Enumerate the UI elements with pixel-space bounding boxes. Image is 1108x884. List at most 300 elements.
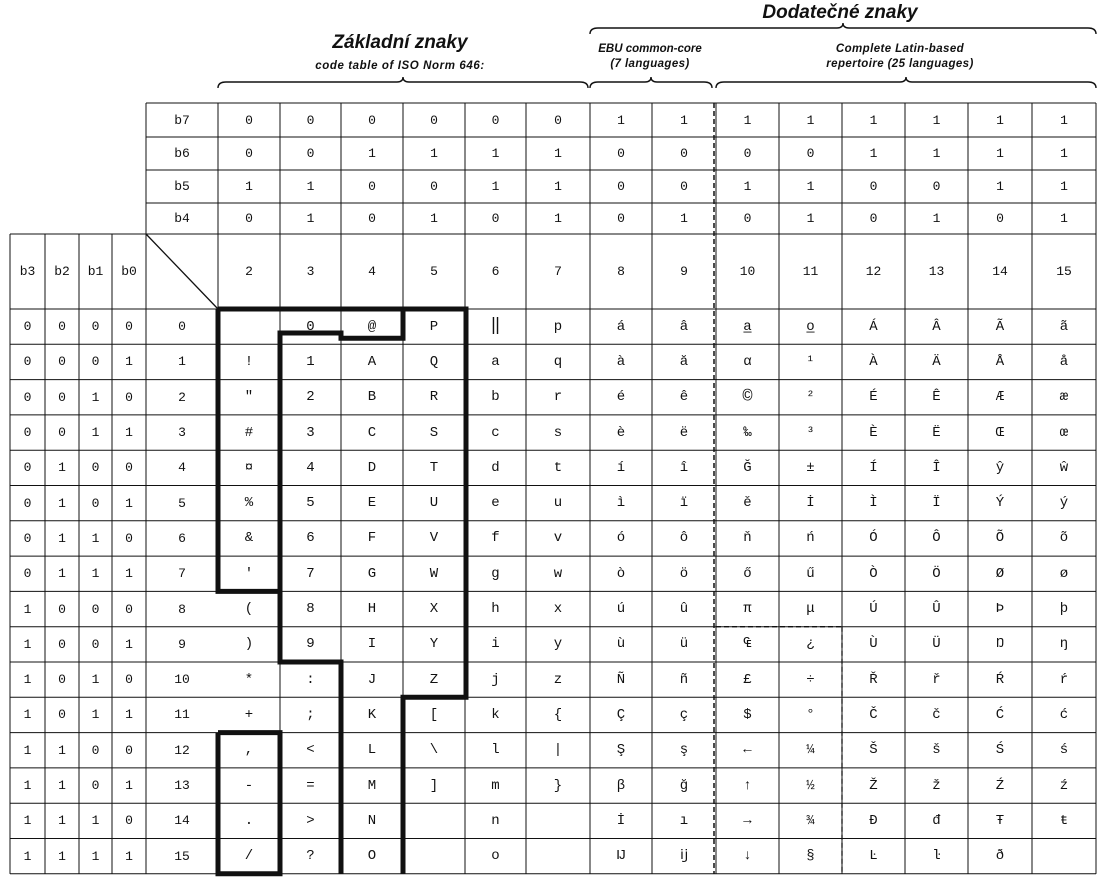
character-cell: X — [429, 601, 439, 618]
character-cell: j — [491, 671, 500, 688]
row-bit-value: 0 — [58, 425, 66, 441]
character-cell: ú — [616, 601, 626, 618]
character-cell: ă — [679, 353, 689, 370]
bit-value: 1 — [368, 146, 376, 161]
character-cell: 3 — [306, 424, 315, 441]
character-cell: Â — [932, 318, 941, 335]
bit-value: 0 — [430, 112, 438, 128]
row-bit-value: 0 — [58, 389, 66, 405]
character-cell: Ž — [869, 777, 878, 794]
row-bit-value: 1 — [58, 495, 66, 511]
row-number: 14 — [174, 813, 190, 829]
row-bit-value: 0 — [91, 354, 100, 370]
character-cell: b — [491, 389, 500, 406]
column-number: 9 — [680, 264, 688, 279]
character-cell: a̲ — [743, 318, 752, 335]
character-cell: þ — [1059, 601, 1069, 618]
character-cell — [526, 839, 590, 874]
character-cell: A — [367, 353, 377, 370]
bit-value: 1 — [554, 146, 562, 161]
character-cell: ň — [743, 530, 752, 547]
character-cell: # — [244, 424, 254, 441]
column-number: 2 — [245, 264, 253, 279]
character-cell: Þ — [995, 601, 1005, 618]
character-cell: ï — [679, 495, 689, 512]
character-cell: ž — [932, 777, 941, 794]
character-cell: Ĳ — [616, 848, 626, 865]
character-cell: k — [491, 706, 500, 723]
character-cell: ź — [1059, 777, 1069, 794]
row-number: 0 — [178, 319, 186, 335]
character-cell: + — [244, 706, 254, 723]
character-cell: Ù — [869, 636, 878, 653]
character-cell: ë — [679, 424, 689, 441]
row-number: 10 — [174, 672, 190, 688]
character-cell: B — [367, 389, 377, 406]
bit-value: 1 — [932, 112, 941, 128]
character-cell: Ã — [995, 318, 1005, 335]
character-cell: ř — [932, 671, 941, 688]
character-cell: ğ — [679, 777, 689, 794]
row-bit-value: 1 — [23, 707, 32, 723]
character-cell: ŵ — [1059, 459, 1069, 476]
character-cell: û — [679, 601, 689, 618]
character-cell: ı — [679, 812, 689, 829]
bit-value: 1 — [245, 179, 253, 194]
character-cell: C — [367, 424, 377, 441]
bit-row-label-b4: b4 — [174, 211, 190, 226]
character-cell: o̲ — [806, 318, 815, 335]
character-cell: 1 — [306, 353, 315, 370]
row-bit-value: 1 — [58, 778, 66, 794]
bit-value: 1 — [869, 112, 878, 128]
character-cell: Č — [869, 706, 878, 723]
character-cell: ½ — [806, 777, 815, 794]
row-number: 1 — [178, 354, 186, 370]
supplementary-characters-title: Dodatečné znaky — [762, 2, 918, 23]
character-cell: D — [367, 459, 377, 476]
row-bit-value: 0 — [125, 530, 133, 546]
column-number: 15 — [1056, 264, 1072, 279]
row-bit-value: 1 — [58, 566, 66, 582]
bit-value: 1 — [554, 211, 562, 226]
row-bit-value: 0 — [91, 460, 100, 476]
character-cell: â — [679, 318, 689, 335]
bit-value: 0 — [680, 179, 688, 194]
bit-row-label-b5: b5 — [174, 179, 190, 194]
character-cell: à — [616, 353, 626, 370]
character-cell: ¾ — [806, 812, 815, 829]
bit-value: 0 — [491, 211, 500, 226]
character-cell: Ë — [932, 424, 941, 441]
row-bit-value: 1 — [23, 848, 32, 864]
character-cell: Ä — [932, 353, 941, 370]
character-cell — [526, 803, 590, 838]
bit-value: 0 — [743, 211, 752, 226]
bit-value: 0 — [245, 146, 253, 161]
row-bit-value: 1 — [125, 778, 133, 794]
character-cell: Æ — [995, 389, 1005, 406]
character-cell: q — [553, 353, 563, 370]
row-bit-value: 1 — [91, 707, 100, 723]
bit-value: 0 — [869, 179, 878, 194]
bit-value: 1 — [1060, 146, 1068, 161]
character-cell: I — [367, 636, 377, 653]
bit-value: 0 — [806, 146, 815, 161]
row-bit-header-b1: b1 — [87, 264, 104, 279]
character-cell: î — [679, 459, 689, 476]
bit-value: 0 — [617, 211, 625, 226]
character-cell: Á — [869, 318, 878, 335]
character-cell: í — [616, 459, 626, 476]
character-cell: Ć — [995, 706, 1005, 723]
bit-value: 0 — [245, 211, 253, 226]
character-cell: Ï — [932, 495, 941, 512]
row-bit-value: 0 — [58, 319, 66, 335]
character-cell: ↓ — [743, 848, 752, 865]
bit-row-label-b7: b7 — [174, 112, 190, 128]
character-cell: ₠ — [743, 636, 752, 653]
character-cell: ĳ — [679, 848, 689, 865]
character-cell: Ò — [869, 565, 878, 582]
character-cell: ð — [995, 848, 1005, 865]
character-cell: 7 — [306, 565, 315, 582]
row-bit-value: 0 — [58, 707, 66, 723]
character-cell: ) — [244, 636, 254, 653]
character-cell — [1032, 839, 1096, 874]
character-cell: ‖ — [490, 317, 501, 337]
character-cell: ± — [806, 459, 815, 476]
character-cell: Ç — [616, 706, 626, 723]
character-cell: Ś — [995, 742, 1005, 759]
character-cell: N — [367, 812, 377, 829]
character-cell: £ — [743, 671, 752, 688]
character-cell: @ — [367, 318, 377, 335]
character-cell: c — [491, 424, 500, 441]
column-number: 11 — [802, 264, 819, 279]
bit-value: 0 — [430, 179, 438, 194]
bit-value: 1 — [806, 211, 815, 226]
character-cell: > — [306, 812, 315, 829]
character-cell: § — [806, 848, 815, 865]
character-cell: w — [553, 565, 563, 582]
character-cell: ù — [616, 636, 626, 653]
character-cell: K — [367, 706, 377, 723]
character-cell: β — [616, 777, 626, 794]
character-cell: Å — [995, 353, 1005, 370]
character-cell: Ó — [869, 530, 878, 547]
character-cell: W — [429, 565, 439, 582]
character-cell — [403, 803, 465, 838]
character-cell: 5 — [306, 495, 315, 512]
row-bit-value: 1 — [125, 848, 133, 864]
row-bit-value: 0 — [91, 636, 100, 652]
character-cell: Û — [932, 601, 941, 618]
character-cell: Ø — [995, 565, 1005, 582]
row-number: 13 — [174, 778, 190, 794]
character-cell: ŷ — [995, 459, 1005, 476]
character-cell: / — [244, 848, 254, 865]
row-number: 5 — [178, 495, 186, 511]
character-cell: ý — [1059, 495, 1069, 512]
character-cell: å — [1059, 353, 1069, 370]
character-cell: M — [367, 777, 377, 794]
bit-value: 1 — [996, 112, 1004, 128]
character-cell: É — [869, 389, 878, 406]
ebu-common-core-label: EBU common-core — [598, 43, 702, 55]
bit-row-label-b6: b6 — [174, 146, 190, 161]
character-cell: { — [553, 706, 563, 723]
column-number: 10 — [739, 264, 756, 279]
row-bit-value: 0 — [23, 389, 32, 405]
row-bit-value: 1 — [58, 813, 66, 829]
bit-value: 0 — [932, 179, 941, 194]
row-bit-value: 0 — [58, 672, 66, 688]
character-cell: ś — [1059, 742, 1069, 759]
character-cell: ć — [1059, 706, 1069, 723]
complete-repertoire-label: repertoire (25 languages) — [826, 58, 974, 70]
row-bit-value: 0 — [91, 601, 100, 617]
character-cell: š — [932, 742, 941, 759]
row-bit-value: 1 — [91, 389, 100, 405]
bit-value: 1 — [491, 146, 500, 161]
character-cell: õ — [1059, 530, 1069, 547]
bit-value: 0 — [996, 211, 1004, 226]
character-cell: ö — [679, 565, 689, 582]
character-cell: ŋ — [1059, 636, 1069, 653]
character-cell: è — [616, 424, 626, 441]
row-bit-value: 1 — [91, 848, 100, 864]
row-bit-value: 0 — [58, 354, 66, 370]
column-number: 12 — [865, 264, 882, 279]
character-cell: g — [491, 565, 500, 582]
character-cell: & — [244, 530, 254, 547]
character-cell: Ñ — [616, 671, 626, 688]
character-cell: p — [553, 318, 563, 335]
column-number: 7 — [554, 264, 562, 279]
character-cell: : — [306, 671, 315, 688]
character-cell: R — [429, 389, 439, 406]
character-cell: → — [743, 812, 752, 829]
row-bit-value: 1 — [58, 742, 66, 758]
character-cell — [218, 309, 280, 344]
character-cell: Q — [429, 353, 439, 370]
row-bit-value: 1 — [125, 566, 133, 582]
bit-value: 0 — [617, 179, 625, 194]
row-bit-value: 1 — [58, 530, 66, 546]
character-cell: ] — [429, 777, 439, 794]
basic-characters-title: Základní znaky — [332, 32, 468, 53]
character-cell: % — [244, 495, 254, 512]
bit-value: 0 — [368, 179, 376, 194]
character-cell: α — [743, 353, 752, 370]
row-bit-header-b0: b0 — [121, 264, 137, 279]
bit-value: 0 — [306, 112, 315, 128]
character-cell: À — [869, 353, 878, 370]
character-cell: ì — [616, 495, 626, 512]
character-cell: á — [616, 318, 626, 335]
character-cell: v — [553, 530, 563, 547]
character-cell: . — [244, 812, 254, 829]
character-cell: ŀ — [932, 848, 941, 865]
character-cell: * — [244, 671, 254, 688]
row-bit-value: 1 — [125, 636, 133, 652]
row-bit-value: 0 — [23, 530, 32, 546]
row-number: 2 — [178, 389, 186, 405]
character-cell: G — [367, 565, 377, 582]
row-bit-value: 0 — [23, 354, 32, 370]
character-cell: Õ — [995, 530, 1005, 547]
row-bit-value: 0 — [23, 425, 32, 441]
character-cell: Z — [429, 671, 439, 688]
character-cell: ŧ — [1059, 812, 1069, 829]
character-cell: Ì — [869, 495, 878, 512]
character-cell: t — [553, 459, 563, 476]
column-number: 8 — [617, 264, 625, 279]
character-cell: d — [491, 459, 500, 476]
character-cell: J — [367, 671, 377, 688]
character-cell: - — [244, 777, 254, 794]
character-cell: ø — [1059, 565, 1069, 582]
character-cell: u — [553, 495, 563, 512]
character-cell: " — [244, 389, 254, 406]
column-number: 5 — [430, 264, 438, 279]
character-cell: s — [553, 424, 563, 441]
character-cell: e — [491, 495, 500, 512]
row-number: 7 — [178, 566, 186, 582]
row-bit-value: 0 — [23, 566, 32, 582]
character-cell: ! — [244, 353, 254, 370]
character-cell: ← — [743, 742, 752, 759]
character-cell: P — [429, 318, 439, 335]
character-cell: = — [306, 777, 315, 794]
row-bit-value: 0 — [125, 389, 133, 405]
character-cell: f — [491, 530, 500, 547]
character-cell: ↑ — [743, 777, 752, 794]
character-cell: ò — [616, 565, 626, 582]
row-bit-value: 0 — [125, 813, 133, 829]
character-cell: Ğ — [743, 459, 752, 476]
character-cell: V — [429, 530, 439, 547]
character-cell: O — [367, 848, 377, 865]
character-cell: Ü — [932, 636, 941, 653]
row-bit-value: 0 — [58, 636, 66, 652]
bit-value: 1 — [680, 211, 688, 226]
character-cell: ° — [806, 706, 815, 723]
row-bit-value: 1 — [125, 354, 133, 370]
bit-value: 0 — [491, 112, 500, 128]
row-bit-value: 0 — [91, 495, 100, 511]
bit-value: 1 — [743, 179, 752, 194]
character-cell: ñ — [679, 671, 689, 688]
row-bit-value: 1 — [58, 848, 66, 864]
character-cell: S — [429, 424, 439, 441]
bit-value: 0 — [743, 146, 752, 161]
character-cell: ő — [743, 565, 752, 582]
character-cell: ê — [679, 389, 689, 406]
character-cell: Ô — [932, 530, 941, 547]
character-cell: r — [553, 389, 563, 406]
row-bit-value: 1 — [91, 530, 100, 546]
character-cell: È — [869, 424, 878, 441]
bit-value: 0 — [245, 112, 253, 128]
row-bit-value: 1 — [91, 425, 100, 441]
character-cell: m — [491, 777, 500, 794]
character-cell: y — [553, 636, 563, 653]
character-cell: é — [616, 389, 626, 406]
bit-value: 0 — [680, 146, 688, 161]
bit-value: 1 — [806, 112, 815, 128]
character-cell: μ — [806, 601, 815, 618]
character-cell: h — [491, 601, 500, 618]
character-cell: ¹ — [806, 353, 815, 370]
character-cell: Ú — [869, 601, 878, 618]
row-bit-value: 0 — [58, 601, 66, 617]
row-bit-value: 1 — [91, 813, 100, 829]
character-cell: ³ — [806, 424, 815, 441]
column-number: 3 — [306, 264, 315, 279]
row-bit-value: 1 — [125, 707, 133, 723]
character-cell: Ř — [869, 671, 878, 688]
row-number: 3 — [178, 425, 186, 441]
character-cell — [403, 839, 465, 874]
character-cell: © — [742, 387, 753, 407]
bit-value: 1 — [680, 112, 688, 128]
row-bit-value: 0 — [91, 778, 100, 794]
row-bit-value: 0 — [23, 495, 32, 511]
bit-value: 1 — [806, 179, 815, 194]
character-cell: | — [553, 742, 563, 759]
complete-latin-label: Complete Latin-based — [835, 43, 965, 55]
character-cell: E — [367, 495, 377, 512]
row-bit-value: 0 — [91, 319, 100, 335]
character-cell: 9 — [306, 636, 315, 653]
character-cell: Ŋ — [995, 636, 1005, 653]
character-cell: ô — [679, 530, 689, 547]
row-bit-value: 1 — [23, 672, 32, 688]
character-cell: İ — [806, 495, 815, 512]
character-cell: Ź — [995, 777, 1005, 794]
iso-646-subtitle: code table of ISO Norm 646: — [315, 60, 485, 72]
character-cell: \ — [429, 742, 439, 759]
character-cell: Œ — [995, 424, 1005, 441]
column-number: 4 — [368, 264, 376, 279]
bit-value: 1 — [306, 211, 315, 226]
row-number: 11 — [174, 707, 190, 723]
character-cell: ? — [306, 848, 315, 865]
character-cell: T — [429, 459, 439, 476]
row-bit-header-b3: b3 — [19, 264, 36, 279]
bit-value: 0 — [617, 146, 625, 161]
bit-value: 1 — [743, 112, 752, 128]
character-cell: ' — [244, 565, 254, 582]
row-number: 15 — [174, 848, 190, 864]
character-cell: ÷ — [806, 671, 815, 688]
bit-value: 1 — [996, 146, 1004, 161]
character-cell: l — [491, 742, 500, 759]
character-cell: ‰ — [743, 424, 752, 441]
character-cell: İ — [616, 812, 626, 829]
character-cell: Ö — [932, 565, 941, 582]
row-bit-value: 0 — [125, 460, 133, 476]
row-bit-header-b2: b2 — [54, 264, 70, 279]
bit-value: 1 — [306, 179, 315, 194]
row-bit-value: 1 — [23, 742, 32, 758]
character-cell: Y — [429, 636, 439, 653]
character-cell: z — [553, 671, 563, 688]
row-bit-value: 0 — [125, 601, 133, 617]
character-cell: 6 — [306, 530, 315, 547]
